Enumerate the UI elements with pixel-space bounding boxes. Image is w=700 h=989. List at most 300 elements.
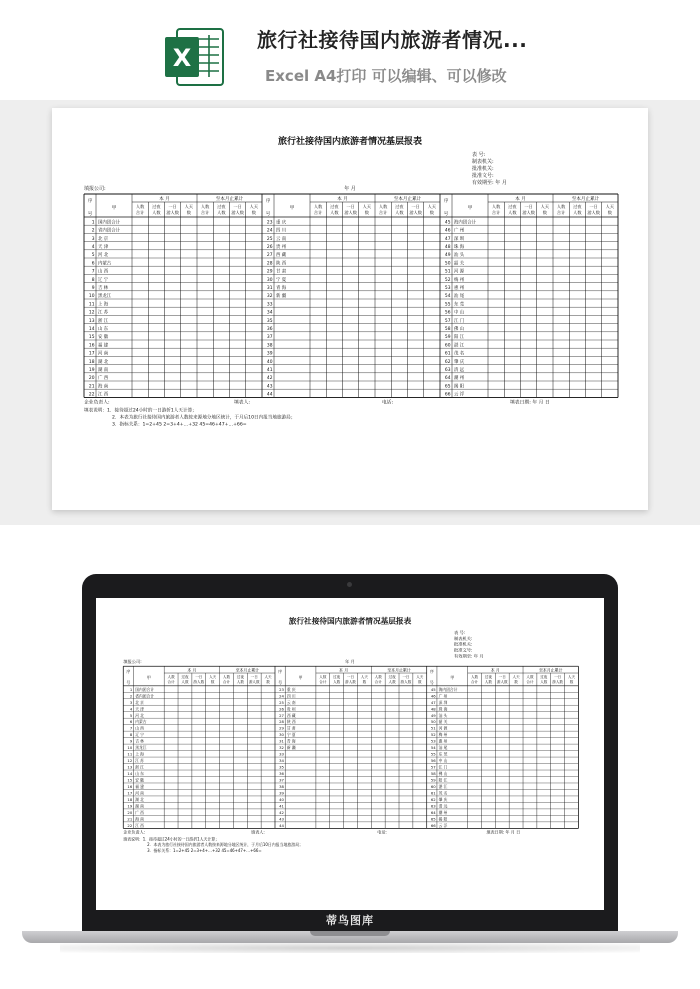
row-number: 13 bbox=[88, 318, 95, 324]
row-number: 22 bbox=[127, 823, 133, 828]
row-number: 55 bbox=[444, 302, 451, 308]
row-number: 44 bbox=[266, 392, 273, 398]
sub-header: 合计 bbox=[135, 210, 145, 215]
sub-header: 人天 bbox=[362, 204, 372, 209]
this-month-header: 本 月 bbox=[159, 197, 170, 202]
row-name: 宁 夏 bbox=[286, 733, 296, 738]
row-name: 云 南 bbox=[286, 700, 296, 705]
row-number: 62 bbox=[430, 797, 436, 802]
row-name: 辽 宁 bbox=[135, 733, 144, 738]
row-number: 15 bbox=[88, 335, 95, 341]
row-name: 中 山 bbox=[438, 759, 448, 764]
row-name: 贵 州 bbox=[286, 707, 296, 712]
note-line: 填表说明：1．接待超过24小时的一日游折1人天计算； bbox=[123, 836, 220, 842]
row-name: 河 南 bbox=[135, 791, 144, 796]
row-name: 汕 尾 bbox=[438, 746, 448, 751]
footer-filler: 填表人: bbox=[234, 400, 251, 406]
row-number: 28 bbox=[279, 720, 284, 725]
sub-header: 人数 bbox=[556, 204, 566, 209]
row-number: 49 bbox=[430, 713, 436, 718]
meta-line: 批准机关: bbox=[472, 166, 494, 172]
sub-header: 过夜 bbox=[333, 675, 341, 680]
row-number: 54 bbox=[444, 294, 451, 300]
row-number: 54 bbox=[430, 746, 436, 751]
row-number: 53 bbox=[430, 739, 436, 744]
laptop-shadow bbox=[60, 943, 640, 953]
cumulative-header: 至本月止累计 bbox=[539, 667, 563, 673]
report-svg-main bbox=[52, 108, 648, 510]
row-name: 宁 夏 bbox=[276, 277, 287, 283]
row-number: 7 bbox=[129, 726, 133, 731]
row-name: 江 门 bbox=[454, 318, 465, 324]
row-number: 42 bbox=[266, 376, 273, 382]
row-name: 海内团合计 bbox=[438, 687, 458, 692]
row-number: 34 bbox=[266, 310, 273, 316]
row-name: 内蒙古 bbox=[98, 261, 112, 267]
seq-header: 号 bbox=[278, 680, 283, 686]
sub-header: 合计 bbox=[313, 210, 323, 215]
footer-date: 填表日期: 年 月 日 bbox=[510, 400, 550, 406]
row-name: 深 圳 bbox=[454, 236, 465, 242]
row-number: 39 bbox=[266, 351, 273, 357]
row-number: 16 bbox=[127, 785, 133, 790]
sub-header: 人数 bbox=[319, 675, 327, 680]
row-number: 37 bbox=[279, 778, 284, 783]
row-number: 6 bbox=[129, 720, 133, 725]
sub-header: 人数 bbox=[152, 210, 161, 215]
this-month-header: 本 月 bbox=[339, 667, 349, 673]
sub-header: 过夜 bbox=[395, 204, 404, 209]
note-line: 3．指标关系：1=2+45 2=3+4+…+32 45=46+47+…+66= bbox=[112, 422, 247, 428]
row-number: 61 bbox=[444, 351, 451, 357]
this-month-header: 本 月 bbox=[515, 197, 526, 202]
row-name: 北 京 bbox=[98, 236, 109, 242]
row-name: 西 藏 bbox=[286, 713, 296, 718]
row-name: 云 浮 bbox=[454, 392, 465, 398]
row-name: 吉 林 bbox=[98, 285, 109, 291]
dest-header: 甲 bbox=[450, 674, 455, 680]
row-number: 12 bbox=[127, 759, 133, 764]
row-number: 31 bbox=[279, 739, 284, 744]
row-name: 重 庆 bbox=[286, 687, 296, 692]
row-number: 59 bbox=[444, 335, 451, 341]
footer-leader: 企业负责人: bbox=[123, 829, 146, 835]
row-name: 安 徽 bbox=[98, 335, 109, 341]
row-name: 阳 江 bbox=[438, 778, 448, 783]
row-number: 9 bbox=[129, 739, 133, 744]
row-name: 浙 江 bbox=[135, 765, 144, 770]
row-name: 广 州 bbox=[454, 228, 465, 234]
meta-line: 批准机关: bbox=[453, 642, 473, 648]
row-name: 吉 林 bbox=[135, 739, 144, 744]
row-number: 27 bbox=[266, 253, 273, 259]
row-name: 汕 尾 bbox=[454, 294, 465, 300]
sub-header: 游人数 bbox=[496, 680, 508, 685]
row-number: 53 bbox=[444, 285, 451, 291]
row-number: 40 bbox=[266, 359, 273, 365]
row-number: 66 bbox=[444, 392, 451, 398]
sub-header: 人数 bbox=[181, 680, 189, 685]
sub-header: 人数 bbox=[484, 680, 492, 685]
sub-header: 人天 bbox=[184, 204, 194, 209]
excel-icon bbox=[163, 25, 227, 89]
row-name: 梅 州 bbox=[438, 733, 448, 738]
row-number: 5 bbox=[129, 713, 133, 718]
row-number: 20 bbox=[88, 376, 95, 382]
row-number: 51 bbox=[430, 726, 436, 731]
row-number: 50 bbox=[444, 261, 451, 267]
row-number: 10 bbox=[88, 294, 95, 300]
sub-header: 过夜 bbox=[484, 675, 492, 680]
row-name: 上 海 bbox=[98, 302, 109, 308]
meta-line: 批准文号: bbox=[453, 648, 473, 654]
row-number: 23 bbox=[266, 220, 273, 226]
sub-header: 数 bbox=[569, 680, 574, 685]
row-number: 11 bbox=[88, 302, 95, 308]
row-number: 1 bbox=[129, 687, 133, 692]
row-name: 国内团合计 bbox=[135, 687, 154, 692]
sub-header: 人数 bbox=[217, 210, 226, 215]
row-name: 国内团合计 bbox=[98, 220, 120, 226]
row-number: 28 bbox=[266, 261, 273, 267]
row-number: 30 bbox=[266, 277, 273, 283]
sub-header: 人天 bbox=[209, 675, 217, 680]
dest-header: 甲 bbox=[146, 674, 151, 680]
row-number: 20 bbox=[127, 810, 133, 815]
sub-header: 过夜 bbox=[330, 204, 339, 209]
sub-header: 游人数 bbox=[587, 210, 600, 215]
row-name: 省内团合计 bbox=[98, 228, 120, 234]
row-number: 64 bbox=[430, 810, 436, 815]
row-name: 江 苏 bbox=[98, 310, 109, 316]
report-svg-laptop bbox=[96, 598, 604, 910]
seq-header: 号 bbox=[87, 212, 93, 217]
row-number: 2 bbox=[91, 228, 95, 234]
row-name: 黑龙江 bbox=[135, 746, 147, 751]
row-number: 49 bbox=[444, 253, 451, 259]
seq-header: 序 bbox=[278, 669, 283, 675]
row-name: 揭 阳 bbox=[438, 817, 448, 822]
row-number: 50 bbox=[430, 720, 436, 725]
row-number: 63 bbox=[444, 367, 451, 373]
sub-header: 人数 bbox=[526, 675, 534, 680]
row-name: 清 远 bbox=[454, 367, 465, 373]
row-name: 汕 头 bbox=[454, 253, 465, 259]
row-number: 59 bbox=[430, 778, 436, 783]
row-name: 海 南 bbox=[135, 817, 144, 822]
seq-header: 序 bbox=[429, 669, 434, 675]
row-number: 62 bbox=[444, 359, 451, 365]
sub-header: 人数 bbox=[491, 204, 501, 209]
row-number: 14 bbox=[88, 326, 95, 332]
sub-header: 游人数 bbox=[344, 210, 357, 215]
row-name: 天 津 bbox=[135, 707, 144, 712]
sub-header: 过夜 bbox=[388, 675, 396, 680]
row-number: 10 bbox=[127, 746, 133, 751]
sub-header: 一日 bbox=[250, 675, 258, 680]
row-number: 35 bbox=[266, 318, 273, 324]
row-number: 14 bbox=[127, 772, 133, 777]
row-name: 深 圳 bbox=[438, 700, 448, 705]
sub-header: 游人数 bbox=[231, 210, 244, 215]
dest-header: 甲 bbox=[467, 206, 473, 211]
row-number: 65 bbox=[444, 384, 451, 390]
sub-header: 一日 bbox=[554, 675, 562, 680]
row-name: 湖 南 bbox=[98, 367, 109, 373]
sub-header: 数 bbox=[210, 680, 215, 685]
row-name: 陕 西 bbox=[286, 720, 296, 725]
row-number: 57 bbox=[444, 318, 451, 324]
sub-header: 一日 bbox=[346, 204, 355, 209]
sub-header: 游人数 bbox=[400, 680, 412, 685]
row-number: 26 bbox=[266, 244, 273, 250]
row-name: 韶 关 bbox=[438, 720, 448, 725]
row-name: 肇 庆 bbox=[438, 797, 448, 802]
row-number: 64 bbox=[444, 376, 451, 382]
meta-line: 有效期至: 年 月 bbox=[472, 180, 507, 186]
sub-header: 合计 bbox=[319, 680, 327, 685]
seq-header: 序 bbox=[443, 199, 449, 204]
sub-header: 人天 bbox=[567, 675, 576, 680]
footer-leader: 企业负责人: bbox=[84, 400, 110, 406]
report-title: 旅行社接待国内旅游者情况基层报表 bbox=[288, 616, 412, 626]
row-number: 4 bbox=[91, 244, 95, 250]
row-number: 4 bbox=[129, 707, 133, 712]
report-laptop bbox=[123, 616, 578, 854]
row-name: 湖 南 bbox=[135, 804, 144, 809]
sub-header: 人天 bbox=[427, 204, 437, 209]
row-number: 17 bbox=[88, 351, 95, 357]
dest-header: 甲 bbox=[298, 674, 303, 680]
sub-header: 数 bbox=[542, 210, 547, 215]
row-name: 浙 江 bbox=[98, 318, 109, 324]
row-name: 珠 海 bbox=[438, 707, 448, 712]
row-number: 41 bbox=[279, 804, 284, 809]
meta-line: 制表机关: bbox=[453, 636, 473, 642]
seq-header: 号 bbox=[126, 680, 131, 686]
sub-header: 过夜 bbox=[181, 675, 189, 680]
sub-header: 合计 bbox=[491, 210, 501, 215]
row-name: 陕 西 bbox=[276, 261, 287, 267]
sub-header: 数 bbox=[429, 210, 434, 215]
sub-header: 游人数 bbox=[522, 210, 535, 215]
seq-header: 号 bbox=[443, 212, 449, 217]
row-name: 河 北 bbox=[98, 253, 109, 259]
row-name: 江 西 bbox=[135, 823, 144, 828]
row-number: 32 bbox=[279, 746, 284, 751]
seq-header: 序 bbox=[87, 199, 93, 204]
sub-header: 一日 bbox=[411, 204, 420, 209]
row-name: 阳 江 bbox=[454, 335, 465, 341]
row-number: 2 bbox=[129, 694, 133, 699]
row-name: 福 建 bbox=[135, 785, 144, 790]
row-name: 江 西 bbox=[98, 392, 109, 398]
sub-header: 数 bbox=[186, 210, 191, 215]
sub-header: 游人数 bbox=[248, 680, 260, 685]
seq-header: 序 bbox=[126, 669, 131, 675]
row-number: 3 bbox=[129, 700, 133, 705]
row-number: 24 bbox=[279, 694, 284, 699]
row-name: 汕 头 bbox=[438, 713, 448, 718]
row-number: 32 bbox=[266, 294, 273, 300]
row-number: 3 bbox=[91, 236, 95, 242]
row-number: 63 bbox=[430, 804, 436, 809]
laptop-screen bbox=[96, 598, 604, 910]
note-line: 2．本表为旅行社接待国内旅游者人数按来源地分地区统计，于月后10日内报当地旅游局； bbox=[112, 415, 296, 421]
row-number: 48 bbox=[430, 707, 436, 712]
sub-header: 游人数 bbox=[552, 680, 564, 685]
row-number: 43 bbox=[266, 384, 273, 390]
row-number: 13 bbox=[127, 765, 133, 770]
sub-header: 数 bbox=[417, 680, 422, 685]
row-name: 山 西 bbox=[135, 726, 144, 731]
this-month-header: 本 月 bbox=[337, 197, 348, 202]
row-name: 云 南 bbox=[276, 236, 287, 242]
sub-header: 合计 bbox=[167, 680, 175, 685]
seq-header: 号 bbox=[265, 212, 271, 217]
row-name: 上 海 bbox=[135, 752, 144, 757]
row-name: 湖 北 bbox=[135, 797, 144, 802]
footer-date: 填表日期: 年 月 日 bbox=[486, 829, 521, 835]
row-name: 潮 州 bbox=[454, 376, 465, 382]
row-name: 揭 阳 bbox=[454, 384, 465, 390]
footer-filler: 填表人: bbox=[251, 829, 265, 835]
row-number: 19 bbox=[88, 367, 95, 373]
sub-header: 人数 bbox=[236, 680, 244, 685]
sub-header: 合计 bbox=[556, 210, 566, 215]
row-name: 河 源 bbox=[438, 726, 448, 731]
sub-header: 人数 bbox=[470, 675, 479, 680]
row-name: 云 浮 bbox=[438, 823, 448, 828]
row-name: 梅 州 bbox=[454, 277, 465, 283]
row-number: 9 bbox=[91, 285, 95, 291]
this-month-header: 本 月 bbox=[490, 667, 500, 673]
page-subtitle: Excel A4打印 可以编辑、可以修改 bbox=[265, 67, 507, 85]
sub-header: 数 bbox=[364, 210, 369, 215]
row-name: 广 西 bbox=[135, 810, 144, 815]
sub-header: 人数 bbox=[378, 204, 388, 209]
row-name: 中 山 bbox=[454, 310, 465, 316]
row-name: 湖 北 bbox=[98, 359, 109, 365]
note-line: 2．本表为旅行社接待国内旅游者人数按来源地分地区统计，于月后10日内报当地旅游局； bbox=[147, 842, 304, 848]
row-number: 17 bbox=[127, 791, 133, 796]
sub-header: 游人数 bbox=[166, 210, 179, 215]
row-name: 西 藏 bbox=[276, 253, 287, 259]
row-name: 贵 州 bbox=[276, 244, 287, 250]
sub-header: 一日 bbox=[346, 675, 355, 680]
row-name: 新 疆 bbox=[276, 294, 287, 300]
sub-header: 人天 bbox=[264, 675, 272, 680]
unit-label: 填报公司: bbox=[123, 659, 142, 665]
sub-header: 数 bbox=[362, 680, 367, 685]
row-name: 重 庆 bbox=[276, 220, 287, 226]
row-number: 1 bbox=[91, 220, 95, 226]
row-number: 57 bbox=[430, 765, 436, 770]
row-number: 11 bbox=[127, 752, 133, 757]
row-number: 7 bbox=[91, 269, 95, 275]
sub-header: 人天 bbox=[605, 204, 615, 209]
row-name: 省内团合计 bbox=[135, 694, 154, 699]
laptop-notch bbox=[310, 931, 390, 936]
row-number: 36 bbox=[266, 326, 273, 332]
row-number: 58 bbox=[444, 326, 451, 332]
row-name: 佛 山 bbox=[438, 772, 448, 777]
row-number: 21 bbox=[127, 817, 133, 822]
sub-header: 合计 bbox=[378, 210, 388, 215]
row-number: 60 bbox=[444, 343, 451, 349]
row-number: 36 bbox=[279, 772, 284, 777]
row-name: 河 源 bbox=[454, 269, 465, 275]
row-number: 37 bbox=[266, 335, 273, 341]
row-number: 44 bbox=[279, 823, 284, 828]
sub-header: 人天 bbox=[249, 204, 259, 209]
meta-line: 批准文号: bbox=[472, 173, 494, 179]
row-number: 29 bbox=[279, 726, 284, 731]
row-number: 38 bbox=[266, 343, 273, 349]
row-name: 四 川 bbox=[276, 228, 287, 234]
row-number: 42 bbox=[279, 810, 284, 815]
row-name: 韶 关 bbox=[454, 261, 465, 267]
sub-header: 合计 bbox=[470, 680, 479, 685]
row-number: 29 bbox=[266, 269, 273, 275]
row-name: 河 北 bbox=[135, 713, 144, 718]
row-number: 60 bbox=[430, 785, 436, 790]
row-number: 5 bbox=[91, 253, 95, 259]
cumulative-header: 至本月止累计 bbox=[571, 197, 600, 202]
row-name: 江 苏 bbox=[135, 759, 144, 764]
sub-header: 数 bbox=[607, 210, 612, 215]
row-name: 惠 州 bbox=[438, 739, 448, 744]
row-number: 12 bbox=[88, 310, 95, 316]
page-title: 旅行社接待国内旅游者情况... bbox=[257, 28, 528, 52]
sub-header: 人天 bbox=[540, 204, 550, 209]
row-name: 青 海 bbox=[286, 739, 296, 744]
page-header bbox=[0, 0, 700, 100]
sub-header: 一日 bbox=[402, 675, 410, 680]
row-number: 38 bbox=[279, 785, 284, 790]
row-number: 24 bbox=[266, 228, 273, 234]
row-name: 四 川 bbox=[286, 694, 296, 699]
row-number: 18 bbox=[127, 797, 133, 802]
sub-header: 数 bbox=[266, 680, 270, 685]
row-name: 海内团合计 bbox=[454, 220, 476, 226]
this-month-header: 本 月 bbox=[187, 667, 197, 673]
row-number: 33 bbox=[279, 752, 284, 757]
row-number: 47 bbox=[444, 236, 451, 242]
row-name: 青 海 bbox=[276, 285, 287, 291]
row-number: 45 bbox=[430, 687, 436, 692]
sub-header: 人数 bbox=[313, 204, 323, 209]
row-number: 8 bbox=[91, 277, 95, 283]
cumulative-header: 至本月止累计 bbox=[393, 197, 422, 202]
row-number: 16 bbox=[88, 343, 95, 349]
row-number: 22 bbox=[88, 392, 95, 398]
row-name: 湛 江 bbox=[438, 785, 448, 790]
meta-line: 表 号: bbox=[472, 152, 486, 158]
row-name: 海 南 bbox=[98, 384, 109, 390]
cumulative-header: 至本月止累计 bbox=[215, 197, 244, 202]
row-name: 清 远 bbox=[438, 804, 448, 809]
sub-header: 过夜 bbox=[217, 204, 226, 209]
row-number: 23 bbox=[279, 687, 284, 692]
row-number: 34 bbox=[279, 759, 284, 764]
row-name: 辽 宁 bbox=[98, 277, 109, 283]
sub-header: 一日 bbox=[589, 204, 598, 209]
svg-text:X: X bbox=[172, 44, 192, 72]
year-month: 年 月 bbox=[344, 186, 356, 192]
row-number: 6 bbox=[91, 261, 95, 267]
row-name: 黑龙江 bbox=[98, 294, 112, 300]
